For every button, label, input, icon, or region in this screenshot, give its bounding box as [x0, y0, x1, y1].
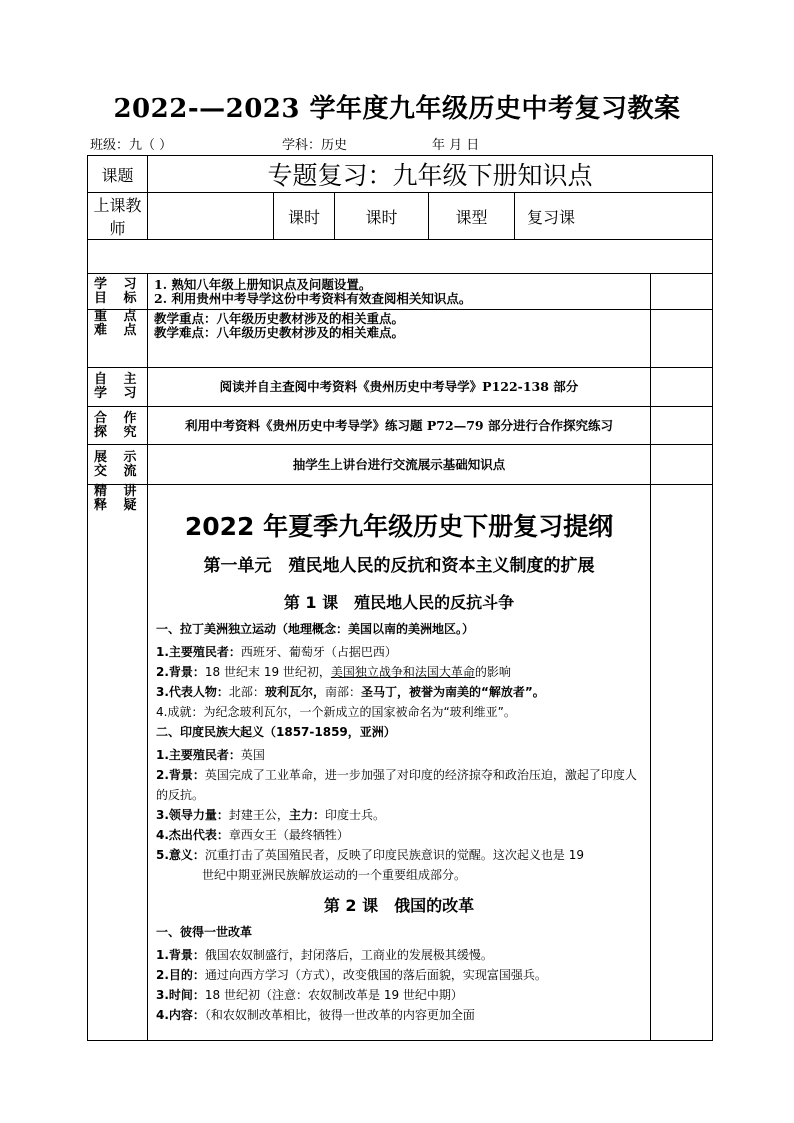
explain-row [88, 485, 713, 1041]
list-item-continued: 世纪中期亚洲民族解放运动的一个重要组成部分。 [202, 868, 467, 882]
list-item: 3.领导力量：封建王公，主力：印度士兵。 [156, 808, 385, 822]
show-label: 展 示 交 流 [88, 445, 148, 485]
class-field: 班级：九（ ） [90, 138, 173, 153]
list-item: 4.内容：（和农奴制改革相比，彼得一世改革的内容更加全面 [156, 1008, 475, 1022]
list-item: 2.目的：通过向西方学习（方式），改变俄国的落后面貌，实现富国强兵。 [156, 968, 547, 982]
goal-item: 1. 熟知八年级上册知识点及问题设置。 [154, 276, 372, 292]
list-item: 1.主要殖民者：西班牙、葡萄牙（占据巴西） [156, 645, 397, 659]
lesson-plan-table [87, 155, 713, 1041]
hours-label-2: 课时 [335, 193, 429, 240]
self-study-row [88, 368, 713, 407]
key-item: 教学重点：八年级历史教材涉及的相关重点。 [154, 311, 405, 326]
unit-heading: 第一单元 殖民地人民的反抗和资本主义制度的扩展 [203, 556, 595, 576]
self-study-text: 阅读并自主查阅中考资料《贵州历史中考导学》P122-138 部分 [148, 368, 651, 407]
keys-row [88, 310, 713, 368]
list-item: 2.背景：英国完成了工业革命，进一步加强了对印度的经济掠夺和政治压迫，激起了印度人的反抗。 [156, 768, 637, 802]
coop-text: 利用中考资料《贵州历史中考导学》练习题 P72—79 部分进行合作探究练习 [148, 407, 651, 445]
list-item: 5.意义：沉重打击了英国殖民者，反映了印度民族意识的觉醒。这次起义也是 19 [156, 848, 585, 862]
goals-row [88, 274, 713, 310]
outline-heading: 2022 年夏季九年级历史下册复习提纲 [184, 512, 614, 541]
self-study-label: 自 主 学 习 [88, 368, 148, 407]
type-label: 课型 [429, 193, 515, 240]
date-field: 年 月 日 [432, 138, 480, 153]
coop-row [88, 407, 713, 445]
teacher-row [88, 193, 713, 240]
subject-field: 学科：历史 [282, 138, 348, 153]
lesson-heading: 第 2 课 俄国的改革 [323, 896, 475, 915]
topic-value: 专题复习：九年级下册知识点 [148, 156, 713, 193]
list-item: 3.代表人物：北部：玻利瓦尔，南部：圣马丁，被誉为南美的“解放者”。 [156, 685, 545, 699]
list-item: 1.背景：俄国农奴制盛行，封闭落后，工商业的发展极其缓慢。 [156, 948, 493, 962]
section-heading: 一、拉丁美洲独立运动（地理概念：美国以南的美洲地区。） [156, 622, 475, 636]
list-item: 3.时间：18 世纪初（注意：农奴制改革是 19 世纪中期） [156, 988, 463, 1002]
goal-item: 2. 利用贵州中考导学这份中考资料有效查阅相关知识点。 [154, 290, 472, 306]
show-text: 抽学生上讲台进行交流展示基础知识点 [148, 445, 651, 485]
coop-label: 合 作 探 究 [88, 407, 148, 445]
key-item: 教学难点：八年级历史教材涉及的相关难点。 [154, 325, 405, 340]
show-row [88, 445, 713, 485]
topic-label: 课题 [88, 156, 148, 193]
topic-row [88, 156, 713, 193]
hours-label-1: 课时 [274, 193, 335, 240]
list-item: 1.主要殖民者：英国 [156, 748, 265, 762]
section-heading: 二、印度民族大起义（1857-1859，亚洲） [156, 725, 396, 739]
type-value: 复习课 [515, 193, 713, 240]
list-item: 2.背景：18 世纪末 19 世纪初，美国独立战争和法国大革命的影响 [156, 665, 511, 679]
lesson-heading: 第 1 课 殖民地人民的反抗斗争 [283, 593, 515, 612]
explain-label: 精 讲 释 疑 [88, 485, 148, 1041]
explain-content [148, 485, 651, 1041]
blank-row [88, 240, 713, 274]
teacher-value [148, 193, 274, 240]
list-item: 4.杰出代表：章西女王（最终牺牲） [156, 828, 349, 842]
teacher-label: 上课教师 [88, 193, 148, 240]
keys-label: 重 点 难 点 [88, 310, 148, 368]
list-item: 4.成就：为纪念玻利瓦尔，一个新成立的国家被命名为“玻利维亚”。 [156, 705, 516, 719]
page-title: 2022-—2023 学年度九年级历史中考复习教案 [113, 94, 681, 124]
goals-label: 学 习 目 标 [88, 274, 148, 310]
section-heading: 一、彼得一世改革 [156, 925, 253, 939]
